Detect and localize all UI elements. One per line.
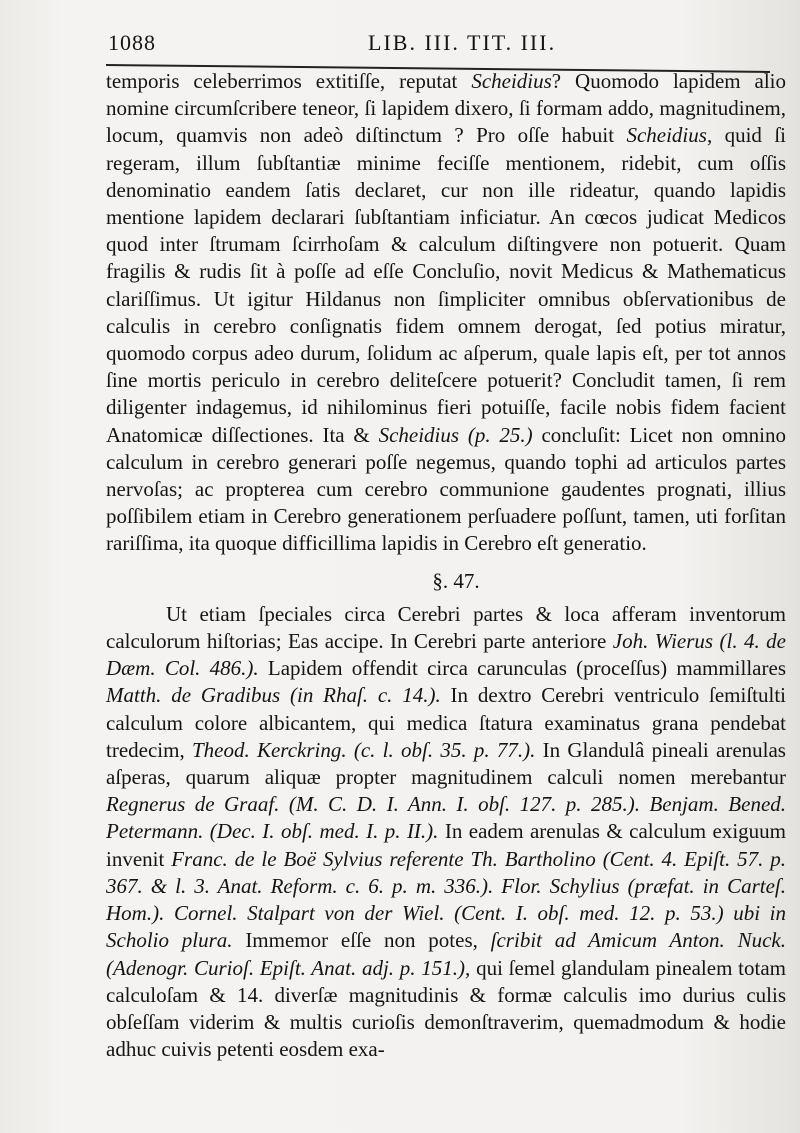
paragraph-1	[106, 68, 786, 558]
text-run: In dextro Cerebri ventriculo ſemiſtulti calculum colore albicantem, qui medica ſtatura examinatus grana pendebat tredecim,	[106, 683, 786, 762]
citation-text: Matth. de Gradibus (in Rhaſ. c. 14.).	[106, 683, 441, 708]
section-heading: §. 47.	[432, 568, 480, 593]
citation-text: Benjam. Bened. Petermann. (Dec. I. obſ. med. I. p. II.).	[106, 792, 787, 844]
text-run: Ut etiam ſpeciales circa Cerebri partes & loca afferam inventorum calculorum hiſtorias; Eas accipe. In Cerebri parte anteriore	[106, 601, 786, 654]
text-run: In Glandulâ pineali arenulas aſperas, quarum aliquæ propter magnitudinem calculi nomen merebantur	[106, 737, 786, 790]
citation-text: Theod. Kerckring. (c. l. obſ. 35. p. 77.).	[191, 737, 536, 762]
citation-text: Franc. de le Boë Sylvius referente Th. Bartholino (Cent. 4. Epiſt. 57. p. 367. & l. 3. Anat. Reform. c. 6. p. m. 336.). Flor. Schylius (præfat. in Carteſ. Hom.). Cornel. Stalpart von der Wiel. (Cent. I. obſ. med. 12. p. 53.) ubi in Scholio plura.	[106, 846, 786, 953]
text-run: qui ſemel glandulam pinealem totam calculoſam & 14. diverſæ magnitudinis & formæ calculis imo durius culis obſeſſam viderim & multis curioſis demonſtraverim, quemadmodum & hodie adhuc cuivis petenti eosdem exa-	[106, 955, 786, 1062]
page-header	[108, 30, 768, 62]
citation-text: Scheidius	[471, 69, 552, 93]
body-text	[106, 68, 786, 1063]
text-run: Lapidem offendit circa carunculas (proceſſus) mammillares	[258, 656, 786, 681]
text-run: temporis celeberrimos extitiſſe, reputat	[106, 69, 472, 93]
citation-text: ſcribit ad Amicum Anton. Nuck. (Adenogr. Curioſ. Epiſt. Anat. adj. p. 151.),	[106, 928, 786, 980]
citation-text: Scheidius (p. 25.)	[378, 422, 533, 447]
text-run: , quid ſi regeram, illum ſubſtantiæ minime feciſſe mentionem, ridebit, cum oſſis denominatio eandem ſatis declaret, cur non ille rideatur, quando lapidis mentione lapidem declarari ſubſtantiam inficiatur. An cœcos judicat Medicos quod inter ſtrumam ſcirrhoſam & calculum diſtingvere non potuerit. Quam fragilis & rudis ſit à poſſe ad eſſe Concluſio, novit Medicus & Mathematicus clariſſimus. Ut igitur Hildanus non ſimpliciter omnibus obſervationibus de calculis in cerebro conſignatis fidem omnem derogat, ſed potius miratur, quomodo corpus adeo durum, ſolidum ac aſperum, quale lapis eſt, per tot annos ſine mortis periculo in cerebro deliteſcere potuerit? Concludit tamen, ſi rem diligenter indagemus, id nihilominus fieri potuiſſe, facile nobis fidem facient Anatomicæ diſſectiones. Ita &	[106, 123, 786, 447]
text-run: concluſit: Licet non omnino calculum in cerebro generari poſſe negemus, quando tophi ad articulos partes nervoſas; ac propterea cum cerebro communione gaudentes prognati, illius poſſibilem etiam in Cerebro generationem perſuadere poſſunt, tamen, uti forſitan rariſſima, ita quoque difficillima lapidis in Cerebro eſt generatio.	[106, 422, 786, 556]
text-run: ? Quomodo lapidem alio nomine circumſcribere teneor, ſi lapidem dixero, ſi formam addo, magnitudinem, locum, quamvis non adeò diſtinctum ? Pro oſſe habuit	[106, 69, 786, 148]
citation-text: Regnerus de Graaf. (M. C. D. I. Ann. I. obſ. 127. p. 285.).	[106, 792, 640, 817]
page-number: 1088	[108, 30, 156, 55]
citation-text: Joh. Wierus (l. 4. de Dæm. Col. 486.).	[106, 629, 786, 681]
text-run: In eadem arenulas & calculum exiguum invenit	[106, 819, 787, 871]
paragraph-2	[106, 601, 786, 1063]
running-title: LIB. III. TIT. III.	[368, 30, 557, 55]
text-run: Immemor eſſe non potes,	[232, 928, 491, 953]
citation-text: Scheidius	[626, 123, 707, 148]
